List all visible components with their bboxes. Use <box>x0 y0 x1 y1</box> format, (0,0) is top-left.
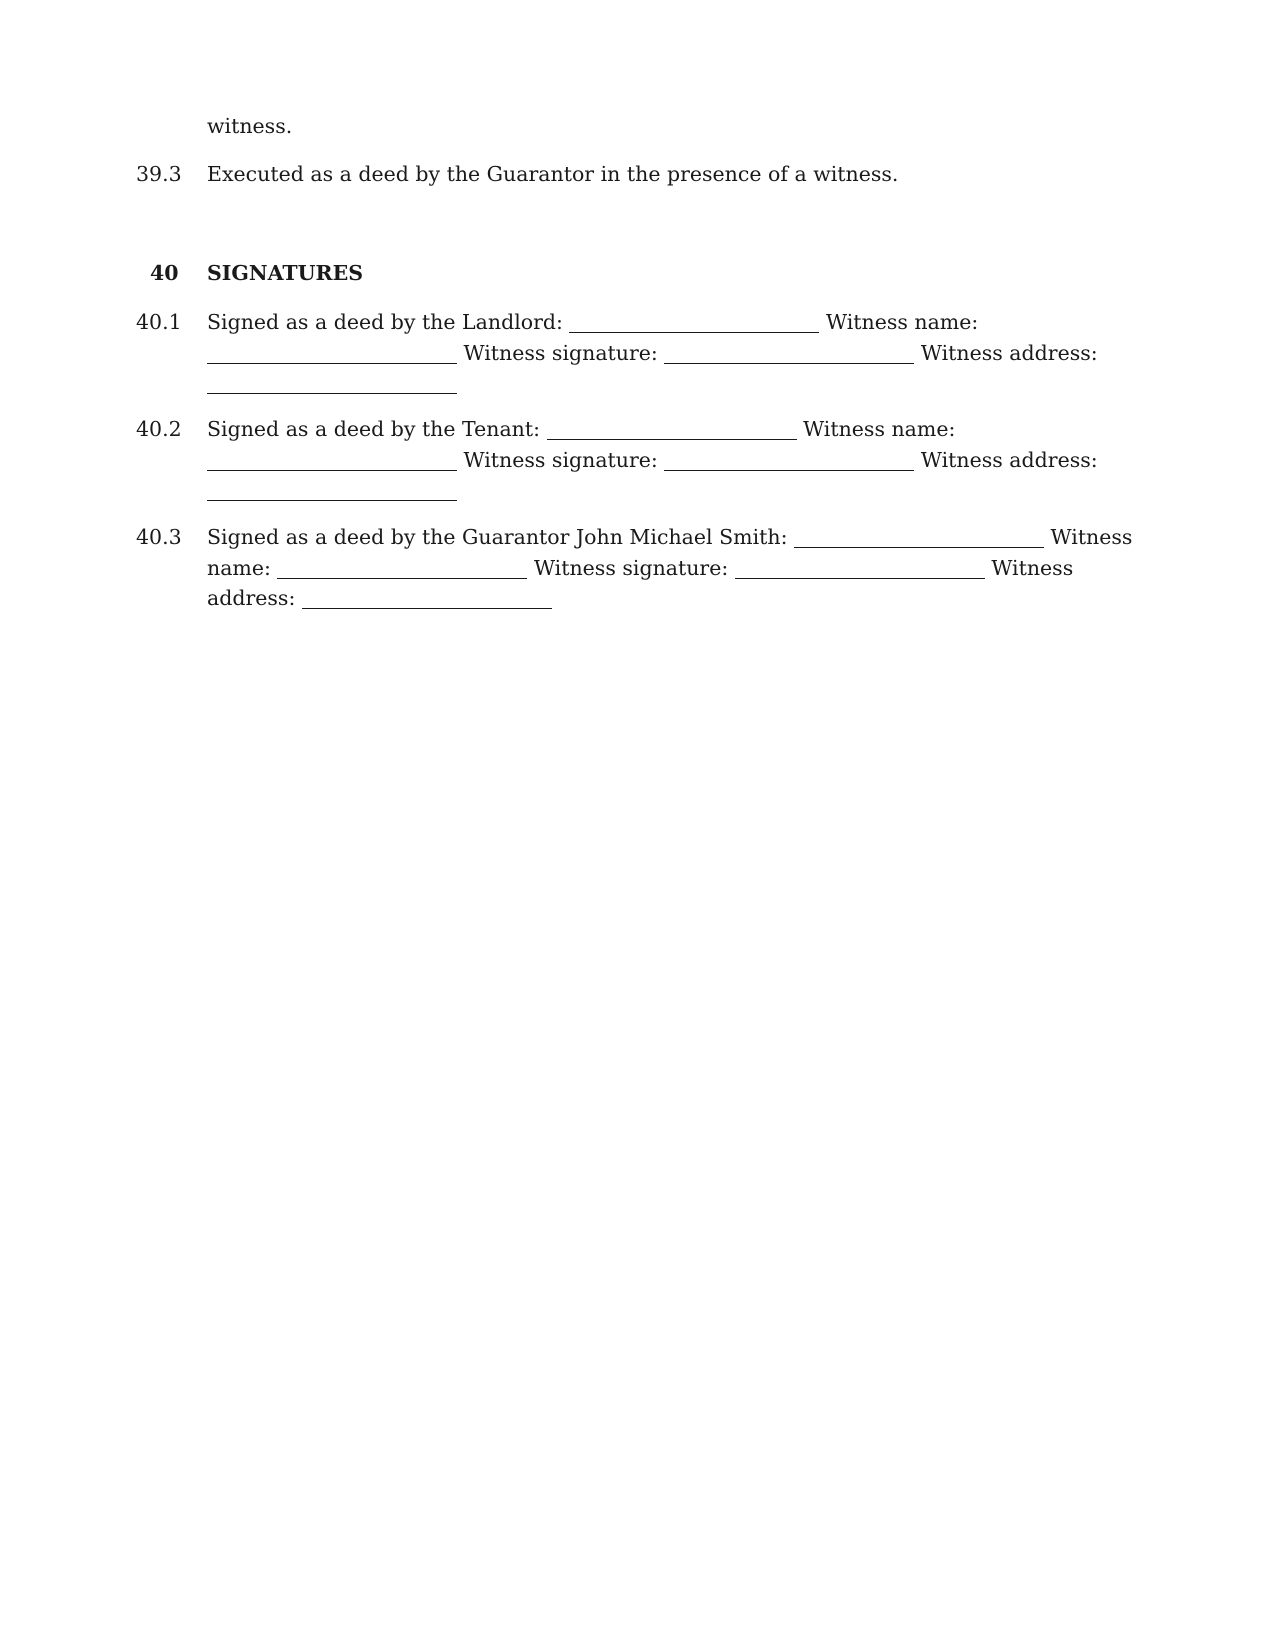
witness-word: Witness <box>991 555 1074 580</box>
witness-address-blank[interactable] <box>207 480 457 501</box>
continuation-text: witness. <box>207 114 293 138</box>
clause-number: 39.3 <box>136 162 182 186</box>
clause-40-3 <box>136 522 1136 614</box>
clause-39-2-continuation <box>136 111 1136 142</box>
witness-signature-label: Witness signature: <box>533 555 729 580</box>
tenant-signed-label: Signed as a deed by the Tenant: <box>207 417 541 441</box>
section-number: 40 <box>150 261 179 285</box>
clause-40-1 <box>136 307 1136 399</box>
guarantor-signature-blank[interactable] <box>794 527 1044 548</box>
witness-name-blank[interactable] <box>207 343 457 364</box>
clause-39-3 <box>136 159 1136 190</box>
witness-address-label: Witness address: <box>920 340 1098 365</box>
landlord-signed-label: Signed as a deed by the Landlord: <box>207 310 563 334</box>
witness-address-blank[interactable] <box>207 373 457 394</box>
witness-signature-blank[interactable] <box>664 343 914 364</box>
witness-signature-blank[interactable] <box>735 558 985 579</box>
witness-address-label: address: <box>207 586 296 610</box>
witness-name-label: name: <box>207 555 271 580</box>
witness-signature-label: Witness signature: <box>463 447 658 472</box>
guarantor-signed-label: Signed as a deed by the Guarantor John Michael Smith: <box>207 525 788 549</box>
section-heading: SIGNATURES <box>207 261 364 285</box>
tenant-signature-blank[interactable] <box>547 419 797 440</box>
clause-number: 40.1 <box>136 310 182 334</box>
witness-name-label: Witness name: <box>825 310 979 334</box>
witness-signature-label: Witness signature: <box>463 340 658 365</box>
clause-text: Executed as a deed by the Guarantor in the presence of a witness. <box>207 162 899 186</box>
witness-signature-blank[interactable] <box>664 450 914 471</box>
clause-40-2 <box>136 414 1136 506</box>
landlord-signature-blank[interactable] <box>569 312 819 333</box>
clause-number: 40.3 <box>136 525 182 549</box>
witness-name-blank[interactable] <box>207 450 457 471</box>
witness-word: Witness <box>1050 525 1133 549</box>
witness-name-label: Witness name: <box>803 417 956 441</box>
clause-40-heading <box>136 258 1136 289</box>
witness-address-label: Witness address: <box>920 447 1098 472</box>
witness-address-blank[interactable] <box>302 588 552 609</box>
clause-number: 40.2 <box>136 417 182 441</box>
witness-name-blank[interactable] <box>277 558 527 579</box>
